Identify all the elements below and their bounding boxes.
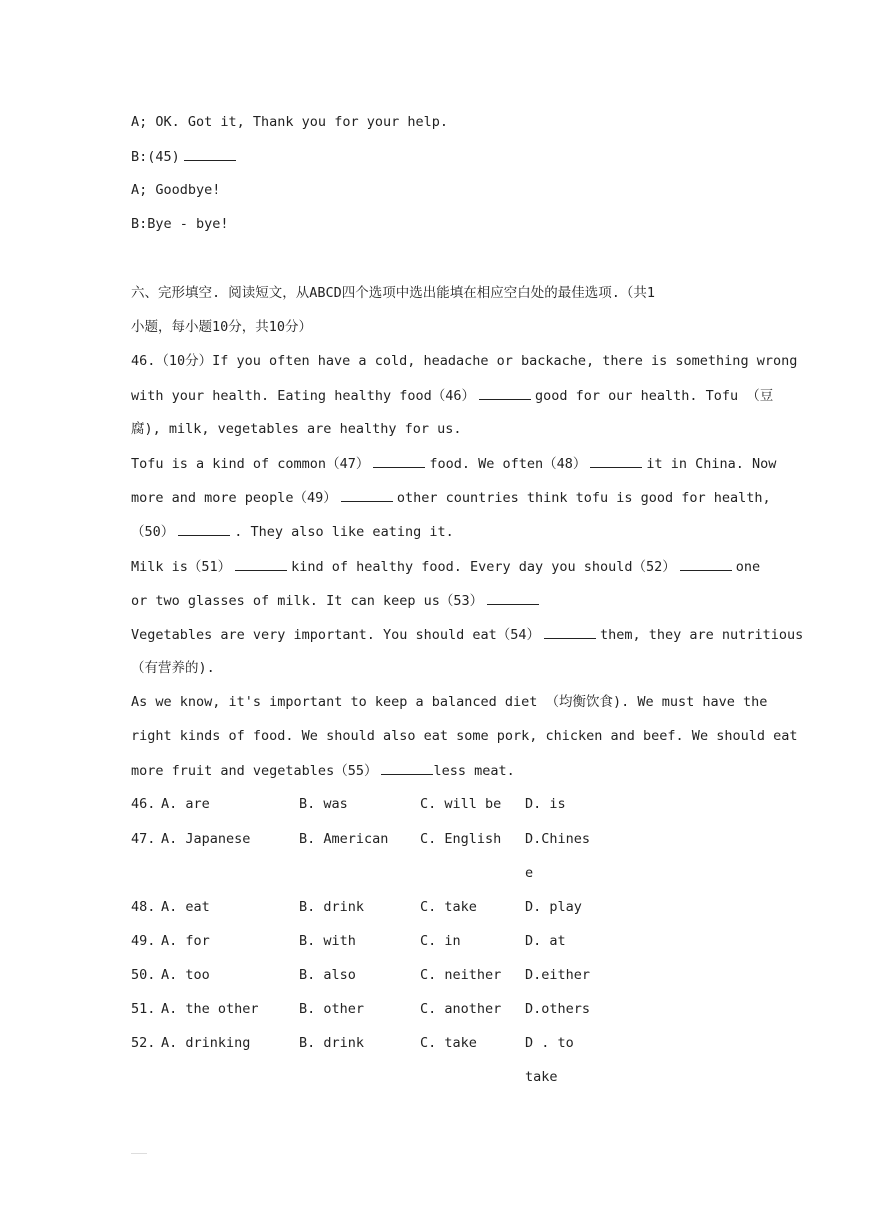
passage-text: Vegetables are very important. You should eat（54） <box>131 627 541 643</box>
question-number: 48. <box>131 899 156 915</box>
dialog-line-b1 <box>131 146 240 167</box>
passage-line-5 <box>131 487 771 508</box>
section-heading-line2: 小题，每小题10分，共10分） <box>131 319 313 335</box>
passage-text: food. We often（48） <box>429 456 587 472</box>
blank-49 <box>341 487 393 502</box>
option-d: D . to <box>525 1035 574 1051</box>
section-heading-line1: 六、完形填空. 阅读短文，从ABCD四个选项中选出能填在相应空白处的最佳选项.（共1 <box>131 285 656 301</box>
question-number: 52. <box>131 1035 156 1051</box>
passage-line-8 <box>131 590 543 611</box>
option-d: D.either <box>525 967 591 983</box>
option-d: D. is <box>525 796 566 812</box>
passage-text: . They also like eating it. <box>234 524 454 540</box>
question-number: 47. <box>131 831 156 847</box>
dialog-line-a1: A; OK. Got it, Thank you for your help. <box>131 114 448 130</box>
passage-line-13 <box>131 760 515 781</box>
option-b: B. drink <box>299 1035 365 1051</box>
passage-line-7 <box>131 556 760 577</box>
option-a: A. for <box>161 933 210 949</box>
passage-line-2 <box>131 385 773 406</box>
passage-line-11: As we know, it's important to keep a balanced diet （均衡饮食). We must have the <box>131 694 768 710</box>
dialog-b1-label: B:(45) <box>131 149 180 165</box>
option-a: A. drinking <box>161 1035 251 1051</box>
option-b: B. also <box>299 967 356 983</box>
option-a: A. are <box>161 796 210 812</box>
passage-line-3: 腐), milk, vegetables are healthy for us. <box>131 421 462 437</box>
option-a: A. eat <box>161 899 210 915</box>
passage-text: more and more people（49） <box>131 490 337 506</box>
option-d-wrap: take <box>525 1069 558 1085</box>
option-d-wrap: e <box>525 865 534 881</box>
blank-54 <box>544 624 596 639</box>
blank-47 <box>373 453 425 468</box>
blank-50 <box>178 521 230 536</box>
blank-48 <box>590 453 642 468</box>
option-a: A. the other <box>161 1001 259 1017</box>
footer-divider <box>131 1153 147 1154</box>
option-b: B. American <box>299 831 389 847</box>
option-b: B. was <box>299 796 348 812</box>
question-number: 51. <box>131 1001 156 1017</box>
blank-51 <box>235 556 287 571</box>
option-b: B. with <box>299 933 356 949</box>
option-b: B. drink <box>299 899 365 915</box>
option-c: C. neither <box>420 967 502 983</box>
option-c: C. in <box>420 933 461 949</box>
passage-line-12: right kinds of food. We should also eat some pork, chicken and beef. We should eat <box>131 728 798 744</box>
passage-line-10: （有营养的). <box>131 660 215 676</box>
blank-55 <box>381 760 433 775</box>
question-number: 49. <box>131 933 156 949</box>
blank-45 <box>184 146 236 161</box>
option-d: D.others <box>525 1001 591 1017</box>
dialog-line-a2: A; Goodbye! <box>131 182 221 198</box>
question-number: 50. <box>131 967 156 983</box>
dialog-line-b2: B:Bye - bye! <box>131 216 229 232</box>
passage-line-6 <box>131 521 454 542</box>
passage-text: less meat. <box>433 763 515 779</box>
option-a: A. Japanese <box>161 831 251 847</box>
blank-52 <box>680 556 732 571</box>
option-c: C. will be <box>420 796 502 812</box>
passage-text: kind of healthy food. Every day you should（52） <box>291 559 676 575</box>
passage-text: more fruit and vegetables（55） <box>131 763 378 779</box>
option-c: C. take <box>420 1035 477 1051</box>
option-c: C. another <box>420 1001 502 1017</box>
question-number: 46. <box>131 796 156 812</box>
option-d: D. play <box>525 899 582 915</box>
passage-text: with your health. Eating healthy food（46） <box>131 388 475 404</box>
passage-text: Milk is（51） <box>131 559 232 575</box>
passage-text: it in China. Now <box>646 456 777 472</box>
option-d: D.Chines <box>525 831 591 847</box>
option-c: C. take <box>420 899 477 915</box>
passage-line-9 <box>131 624 803 645</box>
passage-text: other countries think tofu is good for health, <box>396 490 771 506</box>
passage-text: them, they are nutritious <box>600 627 804 643</box>
option-d: D. at <box>525 933 566 949</box>
blank-46 <box>479 385 531 400</box>
passage-text: good for our health. Tofu （豆 <box>534 388 774 404</box>
option-c: C. English <box>420 831 502 847</box>
passage-text: Tofu is a kind of common（47） <box>131 456 370 472</box>
option-b: B. other <box>299 1001 365 1017</box>
passage-text: （50） <box>131 524 175 540</box>
passage-text: one <box>735 559 761 575</box>
blank-53 <box>487 590 539 605</box>
passage-text: or two glasses of milk. It can keep us（53） <box>131 593 484 609</box>
passage-line-1: 46.（10分）If you often have a cold, headache or backache, there is something wrong <box>131 353 798 369</box>
passage-line-4 <box>131 453 776 474</box>
option-a: A. too <box>161 967 210 983</box>
